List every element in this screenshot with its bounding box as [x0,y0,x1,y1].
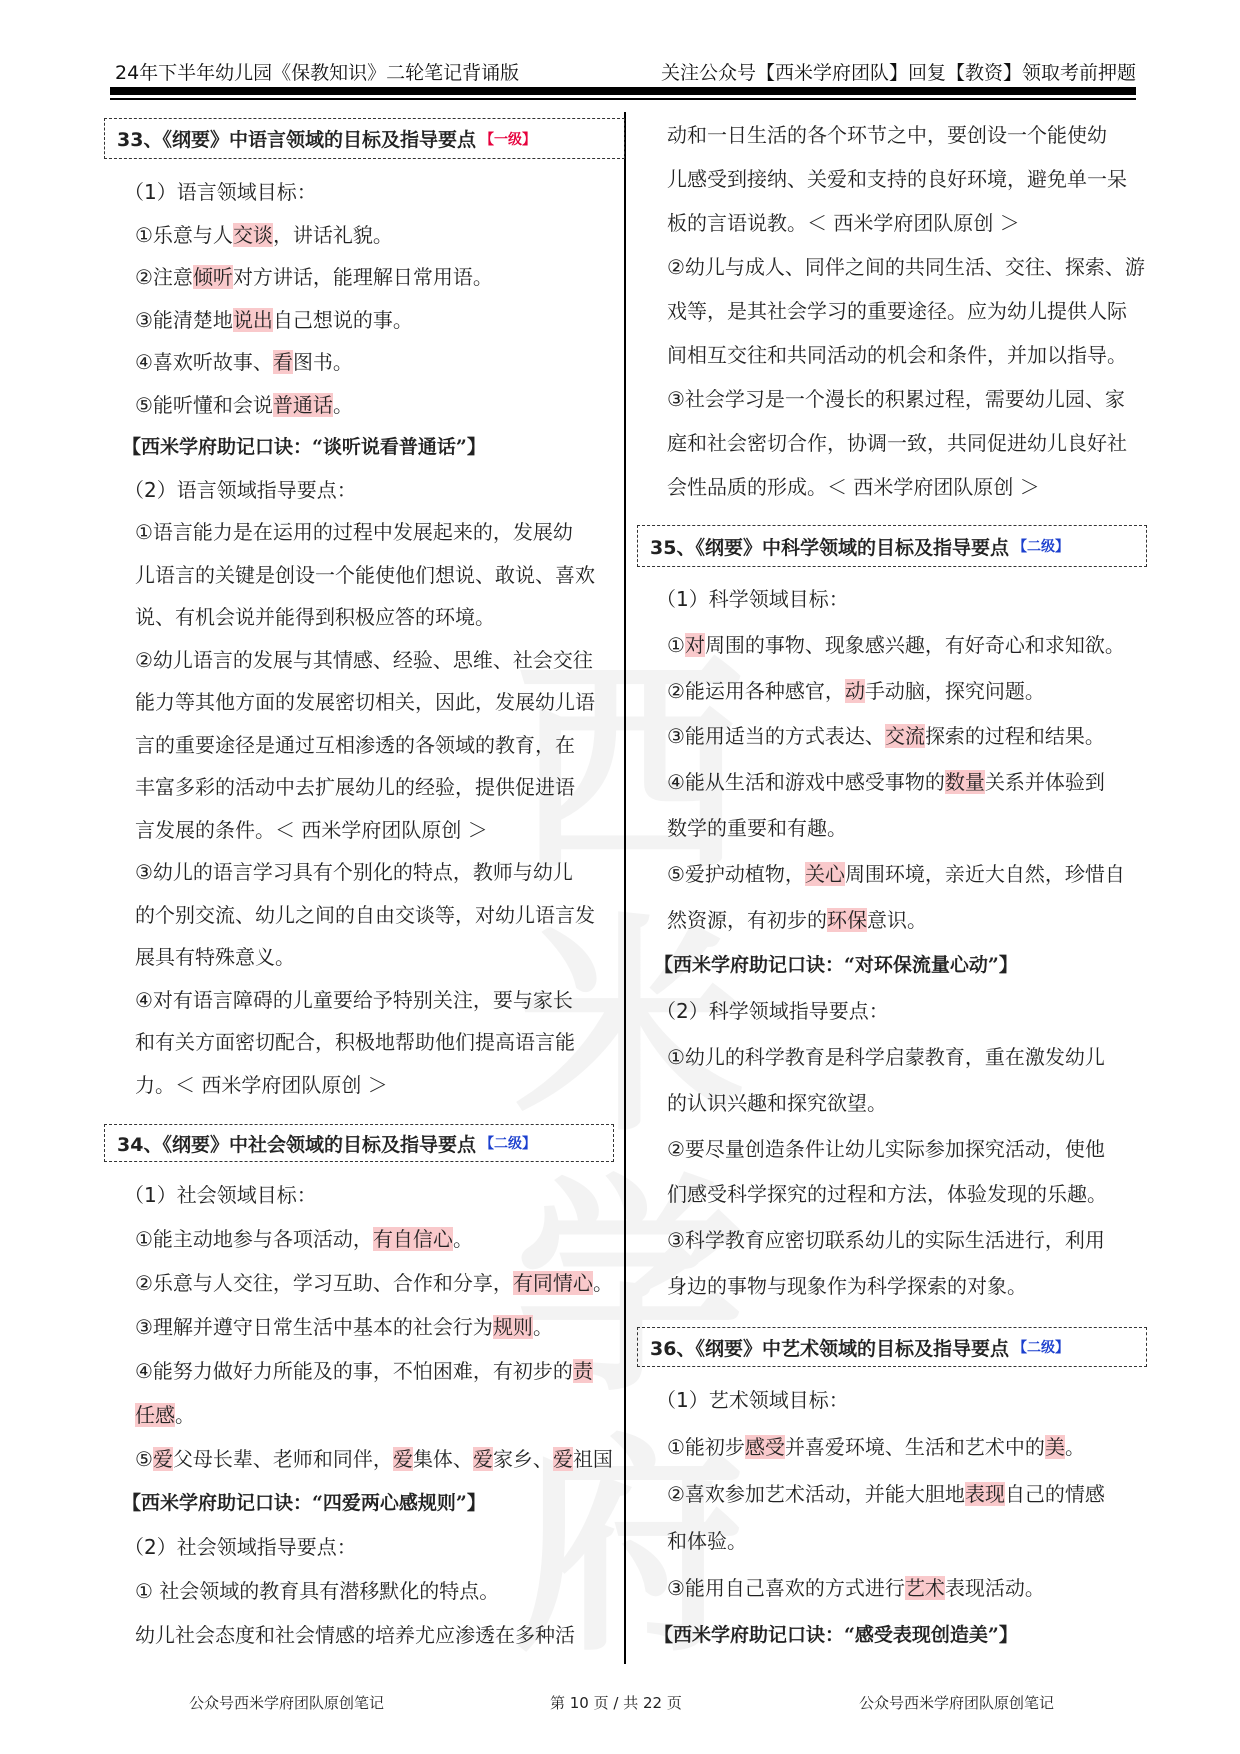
text-line [122,341,595,384]
text-line [654,669,1125,715]
text-segment: 言发展的条件。＜ 西米学府团队原创 ＞ [135,817,488,842]
section-heading-34 [104,1124,614,1162]
text-segment: 言的重要途径是通过互相渗透的各领域的教育，在 [135,732,575,757]
text-line [122,299,595,342]
page-number: 第 10 页 / 共 22 页 [550,1694,682,1712]
highlighted-keyword: 爱 [552,1447,573,1471]
mnemonic-line [654,943,1125,989]
text-segment: ③科学教育应密切联系幼儿的实际生活进行，利用 [667,1228,1105,1253]
text-line [654,465,1145,509]
text-line [122,596,595,639]
text-line [122,894,595,937]
text-line [122,724,595,767]
text-line [654,1518,1105,1565]
text-line [654,201,1145,245]
header-promo: 关注公众号【西米学府团队】回复【教资】领取考前押题 [660,62,1136,84]
text-segment: ⑤ [135,1447,153,1471]
text-segment: 对方讲话，能理解日常用语。 [232,265,493,289]
text-segment: ①能初步 [667,1435,745,1459]
text-segment: 父母长辈、老师和同伴， [172,1447,393,1471]
footer-left: 公众号西米学府团队原创笔记 [189,1694,385,1712]
subheading-line [122,171,595,214]
section-heading-33 [104,118,625,159]
text-line [654,714,1125,760]
subheading-line [122,469,595,512]
text-line [122,1305,613,1349]
text-segment: 集体、 [412,1447,473,1471]
text-line [654,1565,1105,1612]
text-segment: ③能清楚地 [135,307,233,332]
highlighted-keyword: 感受 [744,1435,785,1459]
highlighted-keyword: 艺术 [904,1576,945,1600]
text-segment: 【西米学府助记口诀：“谈听说看普通话”】 [122,436,486,458]
text-segment: ⑤能听懂和会说 [135,392,273,417]
text-line [654,113,1145,157]
text-line [654,157,1145,201]
text-line [122,851,595,894]
text-segment: 能力等其他方面的发展密切相关，因此，发展幼儿语 [135,690,595,714]
text-line [122,979,595,1022]
text-line [654,806,1125,852]
text-segment: 探索的过程和结果。 [924,724,1105,749]
text-segment: 。 [452,1227,473,1251]
text-line [654,289,1145,333]
text-line [122,554,595,597]
text-segment: ②幼儿与成人、同伴之间的共同生活、交往、探索、游 [667,255,1145,279]
mnemonic-line [122,1481,613,1525]
text-segment: ，讲话礼貌。 [272,222,393,247]
highlighted-keyword: 有同情心 [512,1271,593,1295]
text-segment: 板的言语说教。＜ 西米学府团队原创 ＞ [667,211,1020,235]
highlighted-keyword: 普通话 [272,392,333,417]
text-line [654,1264,1125,1310]
text-line [122,1613,613,1657]
text-line [122,1393,613,1437]
subheading-line [654,577,1125,623]
text-line [654,852,1125,898]
text-segment: ①幼儿的科学教育是科学启蒙教育，重在激发幼儿 [667,1044,1105,1069]
text-segment: 自己的情感 [1004,1482,1105,1506]
text-segment: 身边的事物与现象作为科学探索的对象。 [667,1273,1027,1298]
text-line [654,623,1125,669]
text-line [654,1424,1105,1471]
text-segment: 数学的重要和有趣。 [667,815,847,840]
section-title: 33、《纲要》中语言领域的目标及指导要点 [117,129,476,151]
level-tag: 【一级】 [479,131,536,148]
text-segment: 展具有特殊意义。 [135,945,295,969]
text-segment: 动和一日生活的各个环节之中，要创设一个能使幼 [667,123,1107,147]
highlighted-keyword: 看 [272,350,293,374]
section-heading-36 [637,1327,1147,1367]
block-social-cont [654,113,1145,509]
text-line [122,1349,613,1393]
text-segment: 。 [175,1403,195,1427]
level-tag: 【二级】 [1012,539,1069,555]
text-segment: ④喜欢听故事、 [135,350,273,374]
highlighted-keyword: 动 [844,678,865,703]
text-segment: （1）语言领域目标： [124,180,317,204]
subheading-line [654,989,1125,1035]
highlighted-keyword: 任感 [135,1403,175,1427]
text-segment: ②要尽量创造条件让幼儿实际参加探究活动，使他 [667,1136,1105,1161]
text-line [654,1471,1105,1518]
subheading-line [654,1377,1105,1424]
text-segment: 们感受科学探究的过程和方法，体验发现的乐趣。 [667,1182,1107,1207]
text-line [122,639,595,682]
text-line [122,1064,595,1107]
text-segment: ① [667,632,685,657]
text-segment: 会性品质的形成。＜ 西米学府团队原创 ＞ [667,475,1040,499]
highlighted-keyword: 有自信心 [372,1227,453,1251]
text-line [122,809,595,852]
text-line [122,384,595,427]
text-segment: ②喜欢参加艺术活动，并能大胆地 [667,1482,965,1506]
text-segment: 图书。 [292,350,353,374]
text-line [654,333,1145,377]
header-rule-thin [110,98,1136,100]
mnemonic-line [654,1612,1105,1659]
text-segment: ③能用自己喜欢的方式进行 [667,1576,905,1600]
highlighted-keyword: 数量 [944,770,985,795]
block-social [122,1173,613,1657]
section-title: 36、《纲要》中艺术领域的目标及指导要点 [650,1337,1009,1360]
level-tag: 【二级】 [1012,1340,1069,1356]
text-segment: 手动脑，探究问题。 [864,678,1045,703]
subheading-line [122,1525,613,1569]
text-segment: ③理解并遵守日常生活中基本的社会行为 [135,1315,493,1339]
text-segment: 周围环境，亲近大自然，珍惜自 [844,861,1125,886]
text-line [654,377,1145,421]
text-segment: 祖国 [572,1447,613,1471]
text-segment: 【西米学府助记口诀：“对环保流量心动”】 [654,954,1018,977]
section-title: 35、《纲要》中科学领域的目标及指导要点 [650,536,1009,559]
text-segment: （2）语言领域指导要点： [124,477,357,502]
text-segment: 家乡、 [492,1447,553,1471]
text-segment: 的个别交流、幼儿之间的自由交谈等，对幼儿语言发 [135,902,595,927]
text-line [122,1437,613,1481]
text-segment: （2）科学领域指导要点： [656,999,889,1024]
text-segment: 意识。 [867,907,927,932]
text-segment: 庭和社会密切合作，协调一致，共同促进幼儿良好社 [667,431,1127,455]
mnemonic-line [122,426,595,469]
text-segment: 儿语言的关键是创设一个能使他们想说、敢说、喜欢 [135,562,595,587]
text-line [654,760,1125,806]
text-segment: 然资源，有初步的 [667,907,827,932]
highlighted-keyword: 关心 [804,861,845,886]
text-segment: 周围的事物、现象感兴趣，有好奇心和求知欲。 [704,632,1125,657]
text-segment: ③能用适当的方式表达、 [667,724,885,749]
text-segment: 【西米学府助记口诀：“感受表现创造美”】 [654,1624,1018,1646]
header-rule-thick [110,87,1136,95]
text-line [654,898,1125,944]
text-segment: 表现活动。 [944,1576,1045,1600]
text-segment: 丰富多彩的活动中去扩展幼儿的经验，提供促进语 [135,775,575,799]
text-segment: 力。＜ 西米学府团队原创 ＞ [135,1072,388,1097]
highlighted-keyword: 表现 [964,1482,1005,1506]
text-line [122,1261,613,1305]
text-line [654,1035,1125,1081]
text-segment: ②注意 [135,265,193,289]
text-segment: （1）科学领域目标： [656,587,849,611]
text-segment: 。 [532,1315,553,1339]
subheading-line [122,1173,613,1217]
text-segment: 戏等，是其社会学习的重要途径。应为幼儿提供人际 [667,299,1127,323]
level-tag: 【二级】 [479,1136,536,1152]
text-segment: （1）艺术领域目标： [656,1388,849,1412]
text-segment: 自己想说的事。 [272,307,413,332]
text-segment: 【西米学府助记口诀：“四爱两心感规则”】 [122,1492,486,1514]
highlighted-keyword: 爱 [152,1447,173,1471]
text-segment: ①乐意与人 [135,222,233,247]
text-segment: ① 社会领域的教育具有潜移默化的特点。 [135,1579,500,1603]
text-segment: ④能努力做好力所能及的事，不怕困难，有初步的 [135,1359,573,1383]
text-segment: ①语言能力是在运用的过程中发展起来的，发展幼 [135,520,573,544]
text-segment: 。 [332,392,353,417]
text-line [654,1081,1125,1127]
text-segment: ③社会学习是一个漫长的积累过程，需要幼儿园、家 [667,387,1125,411]
text-line [654,421,1145,465]
text-segment: ③幼儿的语言学习具有个别化的特点，教师与幼儿 [135,860,573,884]
text-line [654,1127,1125,1173]
text-segment: 儿感受到接纳、关爱和支持的良好环境，避免单一呆 [667,167,1127,191]
text-line [122,1217,613,1261]
text-segment: 说、有机会说并能得到积极应答的环境。 [135,605,495,629]
text-segment: ①能主动地参与各项活动， [135,1227,373,1251]
highlighted-keyword: 交流 [884,724,925,749]
text-line [122,681,595,724]
text-segment: ②能运用各种感官， [667,678,845,703]
highlighted-keyword: 爱 [392,1447,413,1471]
text-segment: 。 [1064,1435,1085,1459]
block-language [122,171,595,1106]
text-segment: 。 [592,1271,613,1295]
text-line [654,245,1145,289]
section-heading-35 [637,525,1147,567]
block-art [654,1377,1105,1659]
text-line [654,1218,1125,1264]
header-title: 24年下半年幼儿园《保教知识》二轮笔记背诵版 [115,62,520,84]
text-line [122,1021,595,1064]
text-line [122,214,595,257]
block-science [654,577,1125,1310]
text-segment: 的认识兴趣和探究欲望。 [667,1090,887,1115]
text-line [654,1172,1125,1218]
text-segment: 幼儿社会态度和社会情感的培养尤应渗透在多种活 [135,1623,575,1647]
text-line [122,511,595,554]
text-segment: ④能从生活和游戏中感受事物的 [667,770,945,795]
text-segment: ⑤爱护动植物， [667,861,805,886]
text-segment: 和有关方面密切配合，积极地帮助他们提高语言能 [135,1030,575,1054]
highlighted-keyword: 说出 [232,307,273,332]
section-title: 34、《纲要》中社会领域的目标及指导要点 [117,1133,476,1156]
text-line [122,766,595,809]
highlighted-keyword: 环保 [827,907,867,932]
highlighted-keyword: 对 [684,632,705,657]
highlighted-keyword: 交谈 [232,222,273,247]
text-line [122,1569,613,1613]
column-divider [624,112,626,1664]
text-segment: 间相互交往和共同活动的机会和条件，并加以指导。 [667,343,1127,367]
highlighted-keyword: 规则 [492,1315,533,1339]
text-segment: ④对有语言障碍的儿童要给予特别关注，要与家长 [135,987,573,1012]
highlighted-keyword: 倾听 [192,265,233,289]
text-segment: ②乐意与人交往，学习互助、合作和分享， [135,1271,513,1295]
highlighted-keyword: 责 [572,1359,593,1383]
text-segment: 和体验。 [667,1529,747,1553]
highlighted-keyword: 爱 [472,1447,493,1471]
text-segment: 并喜爱环境、生活和艺术中的 [784,1435,1045,1459]
text-segment: （2）社会领域指导要点： [124,1535,357,1559]
text-segment: 关系并体验到 [984,770,1105,795]
footer-right: 公众号西米学府团队原创笔记 [859,1694,1055,1712]
text-line [122,936,595,979]
text-segment: ②幼儿语言的发展与其情感、经验、思维、社会交往 [135,647,593,672]
text-segment: （1）社会领域目标： [124,1183,317,1207]
highlighted-keyword: 美 [1044,1435,1065,1459]
text-line [122,256,595,299]
